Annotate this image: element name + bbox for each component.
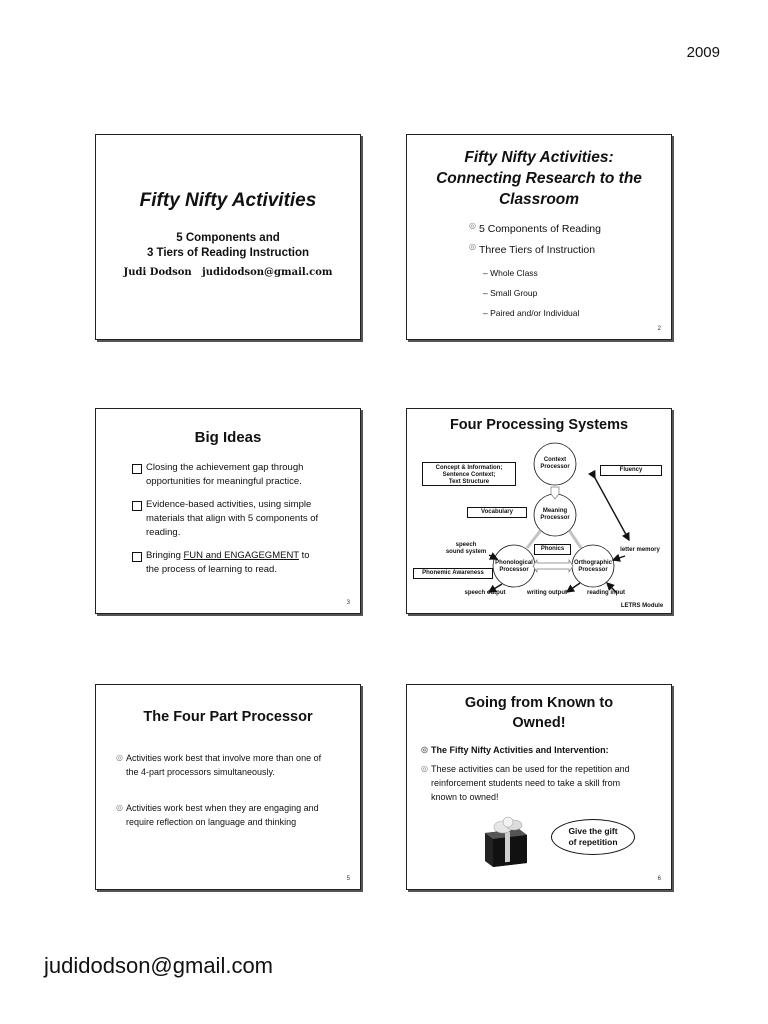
bullet-text: Evidence-based activities, using simple — [146, 499, 312, 510]
bullet-item — [116, 801, 356, 829]
title-line: Classroom — [498, 191, 580, 208]
vocabulary-box: Vocabulary — [467, 507, 527, 518]
phonics-box: Phonics — [534, 544, 571, 555]
bullet-text: to — [298, 550, 310, 561]
checkbox-bullet-icon — [132, 464, 142, 474]
bullet-text: These activities can be used for the repetition and — [430, 764, 630, 774]
slide-6-title — [407, 693, 671, 733]
bullet-text: Three Tiers of Instruction — [478, 244, 596, 256]
bullet-text: reinforcement students need to take a skill from — [430, 778, 621, 788]
title-line: Going from Known to — [464, 695, 614, 711]
bullet-text: The Fifty Nifty Activities and Intervention: — [430, 745, 609, 755]
slide-1 — [95, 134, 361, 340]
bullet-item — [469, 240, 601, 261]
gift-callout — [551, 819, 635, 855]
subtitle-line: 3 Tiers of Reading Instruction — [146, 247, 310, 259]
bullet-item — [132, 498, 352, 540]
subbullet-text: Whole Class — [490, 268, 538, 278]
bullet-text: the 4-part processors simultaneously. — [125, 767, 275, 777]
subtitle-line: 5 Components and — [176, 232, 280, 244]
bullet-text: Activities work best when they are engaging and — [125, 803, 319, 813]
slide-2-bullets — [469, 219, 601, 261]
title-line: Connecting Research to the — [436, 170, 642, 187]
bullet-text: the process of learning to read. — [146, 564, 277, 575]
bullet-text: opportunities for meaningful practice. — [146, 476, 302, 487]
slide-1-author: Judi Dodson judidodson@gmail.com — [123, 267, 333, 278]
fluency-arrow — [595, 478, 629, 540]
bullet-icon: ◎ — [469, 242, 476, 251]
letter-memory-label: letter memory — [620, 547, 660, 553]
slide-2 — [406, 134, 672, 340]
slide-4 — [406, 408, 672, 614]
bullet-item — [116, 751, 356, 779]
slide-1-subtitle — [96, 231, 360, 261]
bullet-item — [421, 743, 667, 757]
subbullet-item: – Whole Class — [483, 268, 538, 278]
slide-6 — [406, 684, 672, 890]
bullet-icon: ◎ — [421, 764, 428, 773]
slide-6-bullets — [421, 743, 667, 804]
slide-3 — [95, 408, 361, 614]
phon-orth-arrow — [533, 560, 573, 572]
checkbox-bullet-icon — [132, 501, 142, 511]
writing-output-label: writing output — [527, 590, 567, 596]
bullet-text: materials that align with 5 components of — [146, 513, 319, 524]
concept-information-box: Concept & Information; Sentence Context; Text Structure — [422, 462, 516, 486]
orthographic-processor-label: Orthographic Processor — [573, 560, 612, 573]
context-processor-label: Context Processor — [540, 457, 570, 470]
slide-5-title: The Four Part Processor — [143, 709, 313, 725]
phonemic-awareness-box: Phonemic Awareness — [413, 568, 493, 579]
reading-input-label: reading input — [587, 590, 625, 596]
slide-3-title: Big Ideas — [194, 429, 262, 446]
slide-number: 2 — [657, 326, 661, 332]
bullet-icon: ◎ — [469, 221, 476, 230]
footer-email: judidodson@gmail.com — [44, 953, 274, 978]
bullet-text: reading. — [146, 527, 181, 538]
meaning-processor-label: Meaning Processor — [540, 508, 570, 521]
subbullet-item: – Small Group — [483, 288, 538, 298]
year-label: 2009 — [686, 44, 720, 61]
title-line: Fifty Nifty Activities: — [464, 149, 614, 166]
speech-output-label: speech output — [464, 590, 506, 596]
bullet-text: require reflection on language and thinking — [125, 817, 297, 827]
phonological-processor-label: Phonological Processor — [495, 560, 533, 573]
bullet-text: Bringing — [146, 550, 184, 561]
fluency-box: Fluency — [600, 465, 662, 476]
bullet-item — [132, 549, 352, 577]
slide-number: 3 — [346, 600, 350, 606]
underlined-text: FUN and ENGAGEGMENT — [183, 550, 299, 561]
bullet-text: 5 Components of Reading — [478, 223, 601, 235]
speech-sound-label: speech sound system — [445, 542, 487, 555]
bullet-item — [132, 461, 352, 489]
bullet-item — [469, 219, 601, 240]
gift-box-icon — [479, 813, 531, 869]
bullet-icon: ◎ — [116, 803, 123, 812]
slide-5 — [95, 684, 361, 890]
callout-text: Give the gift — [568, 826, 618, 836]
checkbox-bullet-icon — [132, 552, 142, 562]
source-label: LETRS Module — [620, 603, 664, 609]
slide-number: 6 — [657, 876, 661, 882]
subbullet-text: Paired and/or Individual — [490, 308, 580, 318]
slide-number: 5 — [346, 876, 350, 882]
bullet-text: known to owned! — [430, 792, 499, 802]
subbullet-item: – Paired and/or Individual — [483, 308, 580, 318]
title-line: Owned! — [512, 715, 566, 731]
callout-text: of repetition — [568, 837, 618, 847]
bullet-icon: ◎ — [421, 745, 428, 754]
slide-2-subbullets — [483, 263, 579, 323]
bullet-item — [421, 762, 667, 804]
slide-2-title — [407, 147, 671, 210]
bullet-text: Activities work best that involve more than one of — [125, 753, 322, 763]
slide-5-bullets — [116, 751, 356, 829]
bullet-icon: ◎ — [116, 753, 123, 762]
slide-3-bullets — [132, 461, 352, 577]
slide-1-title: Fifty Nifty Activities — [139, 190, 317, 211]
slide-4-title: Four Processing Systems — [449, 417, 629, 433]
bullet-text: Closing the achievement gap through — [146, 462, 304, 473]
subbullet-text: Small Group — [490, 288, 538, 298]
